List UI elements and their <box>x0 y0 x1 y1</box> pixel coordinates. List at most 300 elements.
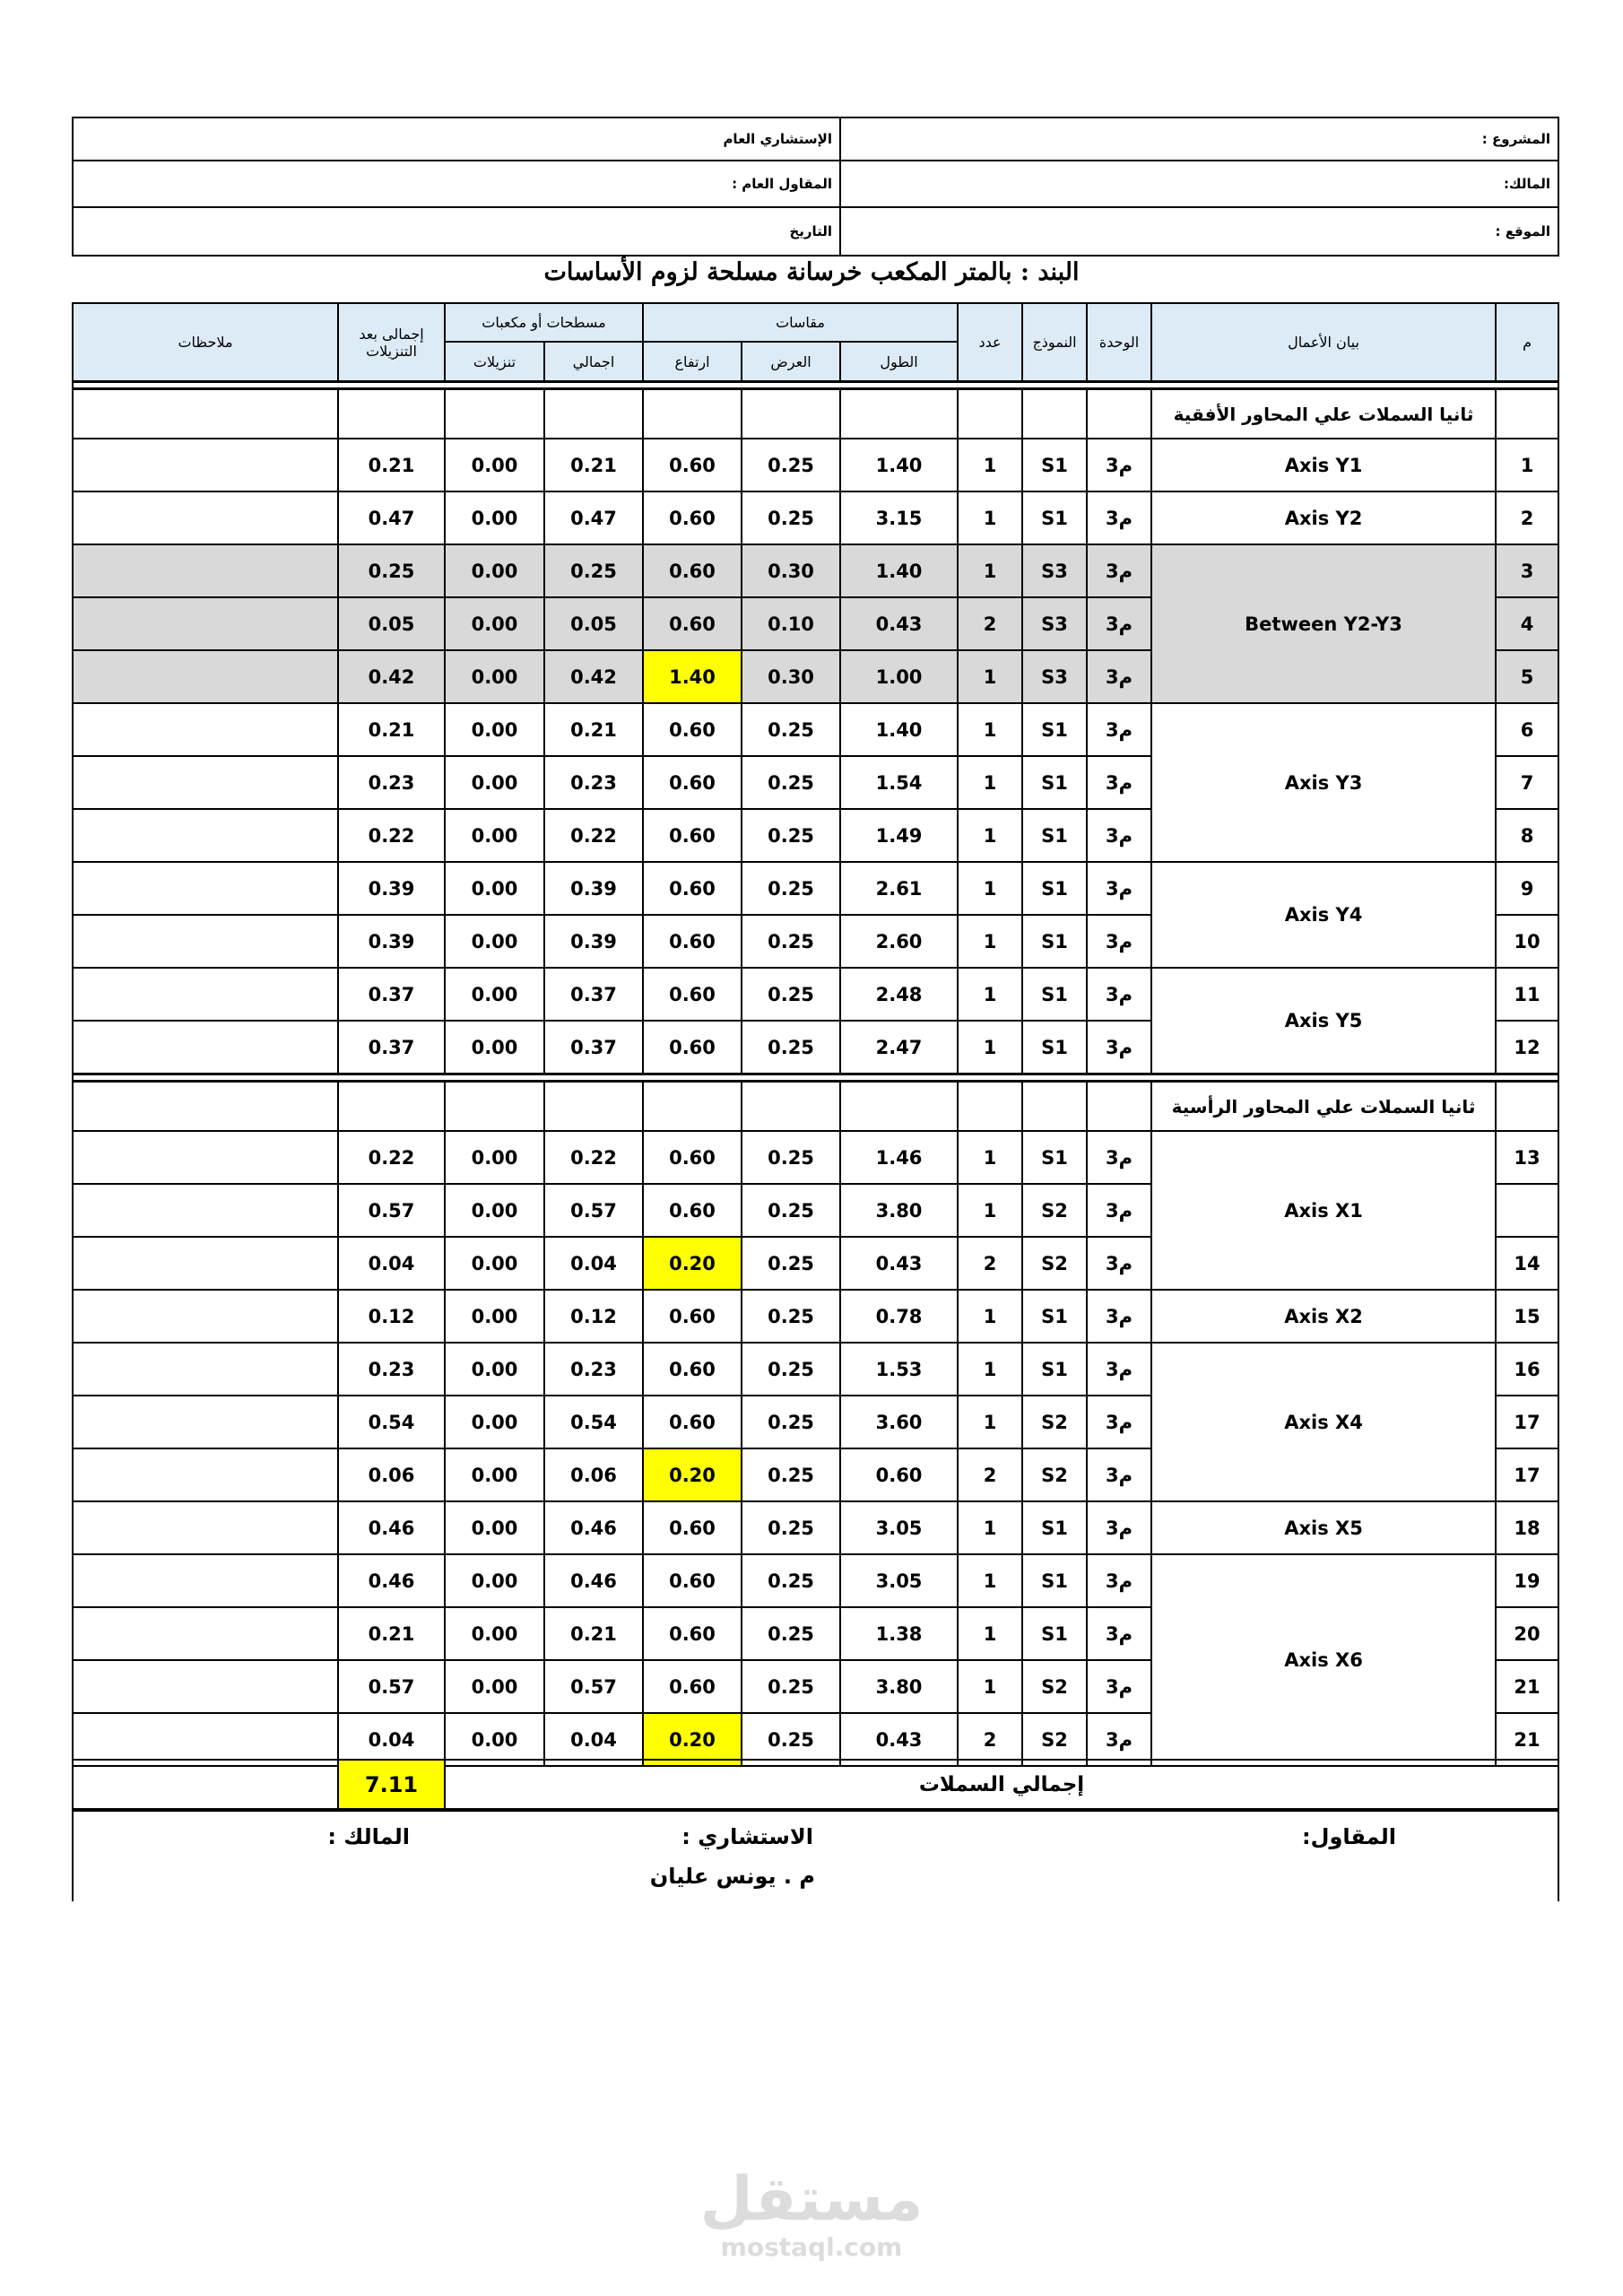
table-row <box>73 1343 1558 1396</box>
row-model: S1 <box>1022 1131 1087 1184</box>
row-total: 0.39 <box>544 862 643 915</box>
row-height: 0.60 <box>643 1607 742 1660</box>
row-total: 0.25 <box>544 544 643 597</box>
row-unit: م3 <box>1087 1607 1151 1660</box>
row-height: 0.60 <box>643 1660 742 1713</box>
row-height: 0.60 <box>643 862 742 915</box>
row-number: 11 <box>1496 968 1558 1021</box>
row-width: 0.25 <box>742 439 840 491</box>
row-net: 0.23 <box>338 756 445 809</box>
row-count: 1 <box>958 439 1022 491</box>
row-total: 0.54 <box>544 1396 643 1448</box>
section-spacer <box>73 1074 1558 1082</box>
row-model: S1 <box>1022 862 1087 915</box>
row-count: 1 <box>958 1501 1022 1554</box>
row-deduct: 0.00 <box>445 968 544 1021</box>
row-width: 0.25 <box>742 1290 840 1343</box>
row-height: 0.60 <box>643 915 742 968</box>
row-description: Axis Y5 <box>1151 968 1496 1074</box>
row-unit: م3 <box>1087 915 1151 968</box>
row-count: 1 <box>958 703 1022 756</box>
row-unit: م3 <box>1087 544 1151 597</box>
row-number: 13 <box>1496 1131 1558 1184</box>
row-notes <box>73 1554 338 1607</box>
row-len: 3.05 <box>840 1501 958 1554</box>
row-total: 0.05 <box>544 597 643 650</box>
row-deduct: 0.00 <box>445 1021 544 1074</box>
row-count: 1 <box>958 1607 1022 1660</box>
section-empty-cell <box>73 1082 338 1132</box>
row-len: 2.47 <box>840 1021 958 1074</box>
row-count: 1 <box>958 1131 1022 1184</box>
row-deduct: 0.00 <box>445 1713 544 1766</box>
row-len: 0.78 <box>840 1290 958 1343</box>
row-description: Between Y2-Y3 <box>1151 544 1496 703</box>
row-total: 0.57 <box>544 1184 643 1237</box>
row-net: 0.21 <box>338 703 445 756</box>
row-len: 0.43 <box>840 597 958 650</box>
row-height: 0.60 <box>643 1501 742 1554</box>
row-notes <box>73 1021 338 1074</box>
row-len: 2.60 <box>840 915 958 968</box>
owner-signature: المالك : <box>327 1824 410 1849</box>
col-header-model: النموذج <box>1022 303 1087 382</box>
row-unit: م3 <box>1087 756 1151 809</box>
row-count: 2 <box>958 1237 1022 1290</box>
row-unit: م3 <box>1087 1237 1151 1290</box>
row-description: Axis X6 <box>1151 1554 1496 1766</box>
consultant-label: الإستشاري العام <box>73 117 840 161</box>
row-height: 0.60 <box>643 491 742 544</box>
row-unit: م3 <box>1087 703 1151 756</box>
row-model: S1 <box>1022 491 1087 544</box>
date-label: التاريخ <box>73 207 840 256</box>
row-len: 1.38 <box>840 1607 958 1660</box>
row-total: 0.21 <box>544 1607 643 1660</box>
row-total: 0.22 <box>544 809 643 862</box>
row-net: 0.39 <box>338 862 445 915</box>
table-row <box>73 703 1558 756</box>
row-count: 1 <box>958 650 1022 703</box>
section-spacer-cell <box>73 1074 1558 1082</box>
consultant-signature: الاستشاري : <box>681 1824 813 1849</box>
row-net: 0.04 <box>338 1237 445 1290</box>
row-width: 0.25 <box>742 1131 840 1184</box>
row-width: 0.25 <box>742 968 840 1021</box>
row-net: 0.47 <box>338 491 445 544</box>
row-net: 0.21 <box>338 439 445 491</box>
section-empty-cell <box>643 389 742 439</box>
row-model: S1 <box>1022 1607 1087 1660</box>
row-deduct: 0.00 <box>445 597 544 650</box>
row-len: 2.61 <box>840 862 958 915</box>
quantities-body <box>73 382 1558 1767</box>
section-empty-cell <box>445 1082 544 1132</box>
row-unit: م3 <box>1087 650 1151 703</box>
engineer-name: م . يونس عليان <box>649 1864 815 1889</box>
row-len: 2.48 <box>840 968 958 1021</box>
row-height: 0.60 <box>643 1131 742 1184</box>
row-deduct: 0.00 <box>445 862 544 915</box>
row-net: 0.37 <box>338 1021 445 1074</box>
row-number: 2 <box>1496 491 1558 544</box>
row-len: 1.46 <box>840 1131 958 1184</box>
row-number: 4 <box>1496 597 1558 650</box>
row-net: 0.04 <box>338 1713 445 1766</box>
col-header-desc: بيان الأعمال <box>1151 303 1496 382</box>
row-deduct: 0.00 <box>445 1131 544 1184</box>
row-notes <box>73 1237 338 1290</box>
row-net: 0.22 <box>338 1131 445 1184</box>
row-total: 0.12 <box>544 1290 643 1343</box>
row-count: 1 <box>958 862 1022 915</box>
row-width: 0.25 <box>742 1237 840 1290</box>
row-model: S1 <box>1022 1021 1087 1074</box>
table-row <box>73 1131 1558 1184</box>
row-width: 0.25 <box>742 862 840 915</box>
row-net: 0.57 <box>338 1660 445 1713</box>
row-len: 0.60 <box>840 1448 958 1501</box>
row-total: 0.21 <box>544 439 643 491</box>
row-deduct: 0.00 <box>445 1290 544 1343</box>
row-height: 0.60 <box>643 544 742 597</box>
row-deduct: 0.00 <box>445 703 544 756</box>
row-notes <box>73 756 338 809</box>
row-width: 0.25 <box>742 1713 840 1766</box>
row-width: 0.25 <box>742 1607 840 1660</box>
row-total: 0.42 <box>544 650 643 703</box>
row-deduct: 0.00 <box>445 1343 544 1396</box>
row-count: 1 <box>958 1554 1022 1607</box>
row-number: 12 <box>1496 1021 1558 1074</box>
section-empty-cell <box>840 389 958 439</box>
row-width: 0.25 <box>742 1660 840 1713</box>
row-height: 0.60 <box>643 1021 742 1074</box>
row-total: 0.39 <box>544 915 643 968</box>
row-description: Axis Y1 <box>1151 439 1496 491</box>
row-model: S1 <box>1022 809 1087 862</box>
table-row <box>73 1501 1558 1554</box>
row-notes <box>73 650 338 703</box>
section-empty-cell <box>544 389 643 439</box>
col-header-unit: الوحدة <box>1087 303 1151 382</box>
section-spacer-cell <box>73 382 1558 389</box>
col-header-width: العرض <box>742 342 840 382</box>
row-len: 1.40 <box>840 703 958 756</box>
row-width: 0.25 <box>742 915 840 968</box>
row-unit: م3 <box>1087 1343 1151 1396</box>
row-unit: م3 <box>1087 491 1151 544</box>
row-height: 0.60 <box>643 597 742 650</box>
row-model: S2 <box>1022 1237 1087 1290</box>
contractor-signature: المقاول: <box>1302 1824 1396 1849</box>
row-net: 0.37 <box>338 968 445 1021</box>
table-row <box>73 439 1558 491</box>
row-total: 0.37 <box>544 968 643 1021</box>
row-unit: م3 <box>1087 809 1151 862</box>
row-description: Axis Y4 <box>1151 862 1496 968</box>
row-deduct: 0.00 <box>445 439 544 491</box>
row-len: 1.49 <box>840 809 958 862</box>
row-number: 3 <box>1496 544 1558 597</box>
row-width: 0.25 <box>742 1184 840 1237</box>
row-model: S3 <box>1022 544 1087 597</box>
col-header-dims: مقاسات <box>643 303 958 342</box>
row-unit: م3 <box>1087 968 1151 1021</box>
row-number: 14 <box>1496 1237 1558 1290</box>
row-count: 1 <box>958 1021 1022 1074</box>
row-notes <box>73 1290 338 1343</box>
row-model: S2 <box>1022 1448 1087 1501</box>
row-deduct: 0.00 <box>445 544 544 597</box>
row-unit: م3 <box>1087 1660 1151 1713</box>
row-net: 0.57 <box>338 1184 445 1237</box>
row-description: Axis Y2 <box>1151 491 1496 544</box>
row-height: 0.20 <box>643 1237 742 1290</box>
section-empty-cell <box>742 389 840 439</box>
section-m-cell <box>1496 389 1558 439</box>
row-count: 1 <box>958 1290 1022 1343</box>
watermark-latin: mostaql.com <box>720 2232 903 2262</box>
section-empty-cell <box>1087 1082 1151 1132</box>
row-notes <box>73 809 338 862</box>
row-model: S2 <box>1022 1660 1087 1713</box>
row-width: 0.25 <box>742 809 840 862</box>
row-len: 3.60 <box>840 1396 958 1448</box>
row-model: S1 <box>1022 1343 1087 1396</box>
row-number: 20 <box>1496 1607 1558 1660</box>
row-notes <box>73 862 338 915</box>
row-description: Axis X1 <box>1151 1131 1496 1290</box>
row-height: 0.60 <box>643 809 742 862</box>
row-total: 0.46 <box>544 1554 643 1607</box>
row-width: 0.25 <box>742 1554 840 1607</box>
row-net: 0.39 <box>338 915 445 968</box>
row-unit: م3 <box>1087 597 1151 650</box>
row-number: 16 <box>1496 1343 1558 1396</box>
section-empty-cell <box>1087 389 1151 439</box>
row-notes <box>73 703 338 756</box>
section-empty-cell <box>742 1082 840 1132</box>
row-deduct: 0.00 <box>445 756 544 809</box>
row-height: 0.60 <box>643 968 742 1021</box>
section-spacer <box>73 382 1558 389</box>
row-model: S3 <box>1022 650 1087 703</box>
owner-label: المالك: <box>840 161 1558 207</box>
row-len: 1.53 <box>840 1343 958 1396</box>
row-net: 0.46 <box>338 1554 445 1607</box>
row-count: 1 <box>958 1184 1022 1237</box>
row-height: 0.60 <box>643 1290 742 1343</box>
row-len: 1.40 <box>840 544 958 597</box>
row-deduct: 0.00 <box>445 1607 544 1660</box>
row-deduct: 0.00 <box>445 1448 544 1501</box>
row-width: 0.25 <box>742 756 840 809</box>
row-width: 0.25 <box>742 1343 840 1396</box>
row-height: 0.60 <box>643 1184 742 1237</box>
row-width: 0.30 <box>742 650 840 703</box>
row-description: Axis X2 <box>1151 1290 1496 1343</box>
section-empty-cell <box>1022 389 1087 439</box>
row-total: 0.04 <box>544 1713 643 1766</box>
row-notes <box>73 597 338 650</box>
row-deduct: 0.00 <box>445 650 544 703</box>
row-height: 1.40 <box>643 650 742 703</box>
row-unit: م3 <box>1087 1713 1151 1766</box>
row-height: 0.60 <box>643 1554 742 1607</box>
section-empty-cell <box>643 1082 742 1132</box>
row-number: 5 <box>1496 650 1558 703</box>
row-number: 1 <box>1496 439 1558 491</box>
row-deduct: 0.00 <box>445 491 544 544</box>
location-label: الموقع : <box>840 207 1558 256</box>
section-title: ثانيا السملات علي المحاور الأفقية <box>1151 389 1496 439</box>
row-unit: م3 <box>1087 1448 1151 1501</box>
row-number: 6 <box>1496 703 1558 756</box>
row-deduct: 0.00 <box>445 1501 544 1554</box>
row-description: Axis X5 <box>1151 1501 1496 1554</box>
row-len: 3.80 <box>840 1184 958 1237</box>
row-count: 1 <box>958 544 1022 597</box>
table-row <box>73 491 1558 544</box>
row-width: 0.30 <box>742 544 840 597</box>
row-count: 2 <box>958 597 1022 650</box>
row-unit: م3 <box>1087 1396 1151 1448</box>
col-header-areas: مسطحات أو مكعبات <box>445 303 643 342</box>
row-notes <box>73 1343 338 1396</box>
row-len: 1.00 <box>840 650 958 703</box>
row-len: 0.43 <box>840 1713 958 1766</box>
table-row <box>73 544 1558 597</box>
row-total: 0.21 <box>544 703 643 756</box>
section-m-cell <box>1496 1082 1558 1132</box>
col-header-deduct: تنزيلات <box>445 342 544 382</box>
row-total: 0.57 <box>544 1660 643 1713</box>
quantities-table <box>72 302 1559 1767</box>
table-row <box>73 1554 1558 1607</box>
row-notes <box>73 915 338 968</box>
section-empty-cell <box>73 389 338 439</box>
row-unit: م3 <box>1087 1021 1151 1074</box>
section-empty-cell <box>338 1082 445 1132</box>
row-count: 1 <box>958 491 1022 544</box>
row-len: 1.54 <box>840 756 958 809</box>
row-number: 21 <box>1496 1713 1558 1766</box>
row-count: 2 <box>958 1448 1022 1501</box>
section-title: ثانيا السملات علي المحاور الرأسية <box>1151 1082 1496 1132</box>
table-row <box>73 1290 1558 1343</box>
row-width: 0.25 <box>742 1396 840 1448</box>
row-total: 0.06 <box>544 1448 643 1501</box>
row-number: 18 <box>1496 1501 1558 1554</box>
row-total: 0.23 <box>544 1343 643 1396</box>
col-header-notes: ملاحظات <box>73 303 338 382</box>
row-notes <box>73 439 338 491</box>
row-notes <box>73 1660 338 1713</box>
row-number: 9 <box>1496 862 1558 915</box>
row-model: S1 <box>1022 1501 1087 1554</box>
row-net: 0.21 <box>338 1607 445 1660</box>
row-net: 0.05 <box>338 597 445 650</box>
item-title: البند : بالمتر المكعب خرسانة مسلحة لزوم الأساسات <box>543 258 1080 286</box>
section-empty-cell <box>1022 1082 1087 1132</box>
row-count: 1 <box>958 756 1022 809</box>
row-height: 0.60 <box>643 1396 742 1448</box>
section-empty-cell <box>958 1082 1022 1132</box>
col-header-height: ارتفاع <box>643 342 742 382</box>
row-len: 3.05 <box>840 1554 958 1607</box>
section-empty-cell <box>958 389 1022 439</box>
table-row <box>73 862 1558 915</box>
row-deduct: 0.00 <box>445 1237 544 1290</box>
row-unit: م3 <box>1087 1501 1151 1554</box>
row-height: 0.20 <box>643 1713 742 1766</box>
row-number: 17 <box>1496 1396 1558 1448</box>
row-height: 0.20 <box>643 1448 742 1501</box>
row-model: S1 <box>1022 439 1087 491</box>
row-width: 0.25 <box>742 1501 840 1554</box>
row-total: 0.04 <box>544 1237 643 1290</box>
row-total: 0.47 <box>544 491 643 544</box>
row-net: 0.23 <box>338 1343 445 1396</box>
row-model: S3 <box>1022 597 1087 650</box>
row-deduct: 0.00 <box>445 809 544 862</box>
row-deduct: 0.00 <box>445 915 544 968</box>
row-width: 0.10 <box>742 597 840 650</box>
row-model: S1 <box>1022 756 1087 809</box>
row-len: 1.40 <box>840 439 958 491</box>
col-header-m: م <box>1496 303 1558 382</box>
section-title-row <box>73 389 1558 439</box>
row-number: 19 <box>1496 1554 1558 1607</box>
row-deduct: 0.00 <box>445 1396 544 1448</box>
row-model: S2 <box>1022 1184 1087 1237</box>
row-number: 8 <box>1496 809 1558 862</box>
row-width: 0.25 <box>742 703 840 756</box>
row-height: 0.60 <box>643 756 742 809</box>
row-description: Axis Y3 <box>1151 703 1496 862</box>
row-notes <box>73 544 338 597</box>
totals-label: إجمالي السملات <box>445 1760 1558 1809</box>
totals-value: 7.11 <box>338 1760 445 1809</box>
row-deduct: 0.00 <box>445 1660 544 1713</box>
row-model: S1 <box>1022 1290 1087 1343</box>
col-header-net: إجمالى بعد التنزيلات <box>338 303 445 382</box>
row-net: 0.25 <box>338 544 445 597</box>
row-height: 0.60 <box>643 703 742 756</box>
row-number: 17 <box>1496 1448 1558 1501</box>
row-deduct: 0.00 <box>445 1184 544 1237</box>
row-model: S1 <box>1022 703 1087 756</box>
project-info-table <box>72 117 1559 257</box>
row-unit: م3 <box>1087 1184 1151 1237</box>
row-len: 0.43 <box>840 1237 958 1290</box>
row-width: 0.25 <box>742 1448 840 1501</box>
row-model: S1 <box>1022 915 1087 968</box>
row-count: 1 <box>958 1396 1022 1448</box>
row-net: 0.46 <box>338 1501 445 1554</box>
row-unit: م3 <box>1087 1131 1151 1184</box>
contractor-label: المقاول العام : <box>73 161 840 207</box>
row-unit: م3 <box>1087 862 1151 915</box>
row-notes <box>73 1501 338 1554</box>
row-height: 0.60 <box>643 1343 742 1396</box>
row-model: S1 <box>1022 968 1087 1021</box>
row-total: 0.37 <box>544 1021 643 1074</box>
row-width: 0.25 <box>742 491 840 544</box>
row-total: 0.46 <box>544 1501 643 1554</box>
col-header-count: عدد <box>958 303 1022 382</box>
